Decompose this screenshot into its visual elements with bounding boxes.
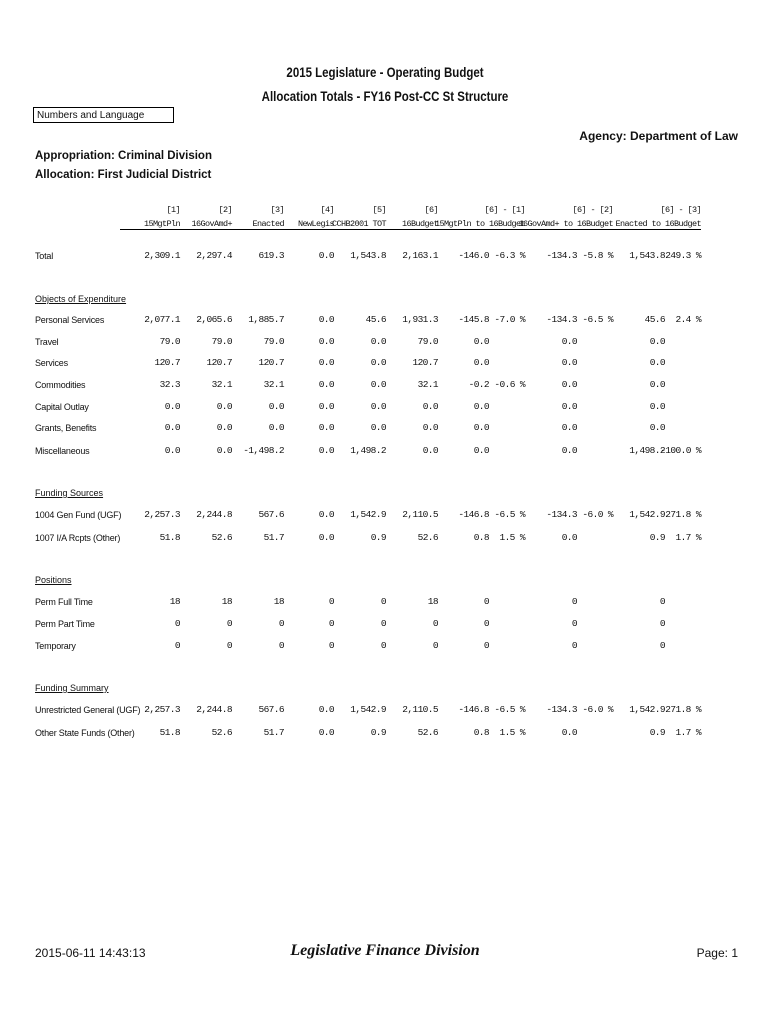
table-cell: 0 <box>380 640 386 651</box>
column-name-header: Enacted <box>224 219 284 230</box>
table-cell: 1,543.8 <box>350 250 386 261</box>
table-cell: 0.0 <box>370 336 386 347</box>
table-cell: 0 <box>174 618 180 629</box>
table-cell: 0.8 <box>473 727 489 738</box>
table-cell: 0.9 <box>649 532 665 543</box>
table-cell: 0.0 <box>164 445 180 456</box>
table-cell: 18 <box>221 596 232 607</box>
table-cell: 0.0 <box>318 509 334 520</box>
table-cell: 0.0 <box>473 357 489 368</box>
table-cell: -145.8 <box>458 314 489 325</box>
table-cell: 2,244.8 <box>196 704 232 715</box>
table-cell: 0.0 <box>649 357 665 368</box>
table-cell: 2,244.8 <box>196 509 232 520</box>
table-cell: 0.0 <box>318 704 334 715</box>
table-cell: -0.2 <box>468 379 489 390</box>
column-number-header: [6] - [2] <box>572 205 613 215</box>
table-cell: 0 <box>659 640 665 651</box>
report-title: 2015 Legislature - Operating Budget <box>286 64 484 80</box>
table-cell: 32.1 <box>263 379 284 390</box>
table-cell: -146.8 <box>458 509 489 520</box>
section-heading: Objects of Expenditure <box>35 294 127 304</box>
table-cell: -146.0 <box>458 250 489 261</box>
table-cell: 0 <box>328 618 334 629</box>
row-label: Temporary <box>35 641 76 651</box>
table-cell: 0 <box>571 640 577 651</box>
table-cell: 18 <box>273 596 284 607</box>
table-cell: 0.0 <box>318 314 334 325</box>
column-name-header: 16GovAmd+ <box>172 219 232 230</box>
table-cell: 0 <box>278 618 284 629</box>
table-cell: 0.0 <box>216 445 232 456</box>
table-cell: 2,297.4 <box>196 250 232 261</box>
table-cell: 52.6 <box>211 727 232 738</box>
table-cell: 567.6 <box>258 704 284 715</box>
table-cell: 79.0 <box>211 336 232 347</box>
table-cell: -6.5 % <box>494 509 525 520</box>
table-cell: 0 <box>571 596 577 607</box>
table-cell: -6.0 % <box>582 704 613 715</box>
table-cell: 2,257.3 <box>144 704 180 715</box>
table-cell: 0 <box>380 618 386 629</box>
table-cell: 18 <box>169 596 180 607</box>
report-subtitle: Allocation Totals - FY16 Post-CC St Structure <box>261 88 509 104</box>
table-cell: 0.0 <box>318 422 334 433</box>
table-cell: 0 <box>659 596 665 607</box>
column-number-header: [1] <box>166 205 180 215</box>
column-number-header: [3] <box>270 205 284 215</box>
table-cell: 0.0 <box>561 379 577 390</box>
table-cell: 0.0 <box>318 532 334 543</box>
row-label: Total <box>35 251 54 261</box>
table-cell: 0.0 <box>649 379 665 390</box>
column-name-header: NewLegis <box>274 219 334 230</box>
table-cell: -7.0 % <box>494 314 525 325</box>
table-cell: 0.0 <box>561 422 577 433</box>
table-cell: -134.3 <box>546 314 577 325</box>
table-cell: 0.0 <box>318 727 334 738</box>
row-label: Perm Full Time <box>35 597 93 607</box>
row-label: Services <box>35 358 68 368</box>
table-cell: 51.7 <box>263 727 284 738</box>
table-cell: 1.5 % <box>499 532 525 543</box>
table-cell: 0.0 <box>370 401 386 412</box>
table-cell: 120.7 <box>154 357 180 368</box>
table-cell: -1,498.2 <box>243 445 284 456</box>
table-cell: 1,543.8 <box>629 250 665 261</box>
footer-page: Page: 1 <box>696 946 738 960</box>
table-cell: 0.0 <box>561 445 577 456</box>
table-cell: 0 <box>432 618 438 629</box>
table-cell: 1,542.9 <box>629 509 665 520</box>
row-label: Capital Outlay <box>35 402 89 412</box>
agency-label: Agency: Department of Law <box>579 129 738 143</box>
table-cell: 0.0 <box>216 401 232 412</box>
table-cell: 0.0 <box>422 445 438 456</box>
table-cell: -6.0 % <box>582 509 613 520</box>
table-cell: 0.8 <box>473 532 489 543</box>
table-cell: 0 <box>226 640 232 651</box>
column-number-header: [2] <box>218 205 232 215</box>
row-label: Other State Funds (Other) <box>35 728 135 738</box>
column-number-header: [6] <box>424 205 438 215</box>
table-cell: 1,542.9 <box>350 704 386 715</box>
table-cell: 0.0 <box>268 422 284 433</box>
table-cell: 1,885.7 <box>248 314 284 325</box>
row-label: Unrestricted General (UGF) <box>35 705 141 715</box>
table-cell: 120.7 <box>258 357 284 368</box>
table-cell: 45.6 <box>365 314 386 325</box>
table-cell: -6.5 % <box>494 704 525 715</box>
table-cell: 1,542.9 <box>629 704 665 715</box>
table-cell: 0.0 <box>649 336 665 347</box>
allocation-label: Allocation: First Judicial District <box>35 169 212 181</box>
table-cell: 52.6 <box>417 727 438 738</box>
table-cell: 0.0 <box>473 445 489 456</box>
table-cell: 120.7 <box>206 357 232 368</box>
table-cell: 0.0 <box>561 336 577 347</box>
row-label: Perm Part Time <box>35 619 95 629</box>
table-cell: 0.9 <box>649 727 665 738</box>
table-cell: 0.0 <box>561 401 577 412</box>
column-number-header: [6] - [1] <box>484 205 525 215</box>
table-cell: 1,498.2 <box>629 445 665 456</box>
table-cell: 32.1 <box>211 379 232 390</box>
table-cell: 0 <box>483 618 489 629</box>
table-cell: 0 <box>174 640 180 651</box>
table-cell: 271.8 % <box>665 509 701 520</box>
column-name-header: 15MgtPln <box>120 219 180 230</box>
table-cell: 0.0 <box>318 379 334 390</box>
numbers-language-box: Numbers and Language <box>33 107 174 123</box>
table-cell: 2,110.5 <box>402 704 438 715</box>
table-cell: 0.0 <box>649 422 665 433</box>
footer-brand: Legislative Finance Division <box>290 942 480 959</box>
table-cell: 0.9 <box>370 532 386 543</box>
table-cell: 0.0 <box>649 401 665 412</box>
table-cell: 0.0 <box>164 422 180 433</box>
table-cell: 271.8 % <box>665 704 701 715</box>
table-cell: 0.0 <box>164 401 180 412</box>
footer-timestamp: 2015-06-11 14:43:13 <box>35 946 146 960</box>
table-cell: 0.0 <box>370 379 386 390</box>
table-cell: 249.3 % <box>665 250 701 261</box>
table-cell: 1.5 % <box>499 727 525 738</box>
table-cell: 0.9 <box>370 727 386 738</box>
table-cell: 0.0 <box>422 401 438 412</box>
table-cell: 120.7 <box>412 357 438 368</box>
row-label: Grants, Benefits <box>35 423 97 433</box>
table-cell: 79.0 <box>159 336 180 347</box>
table-cell: 0.0 <box>561 532 577 543</box>
table-cell: 32.1 <box>417 379 438 390</box>
table-cell: 1,931.3 <box>402 314 438 325</box>
table-cell: 2,163.1 <box>402 250 438 261</box>
table-cell: 0 <box>328 596 334 607</box>
table-cell: 0.0 <box>370 357 386 368</box>
row-label: Personal Services <box>35 315 105 325</box>
table-cell: 0 <box>380 596 386 607</box>
section-heading: Positions <box>35 575 72 585</box>
row-label: 1007 I/A Rcpts (Other) <box>35 533 121 543</box>
table-cell: 0.0 <box>370 422 386 433</box>
table-cell: -134.3 <box>546 250 577 261</box>
row-label: 1004 Gen Fund (UGF) <box>35 510 122 520</box>
table-cell: 2,077.1 <box>144 314 180 325</box>
table-cell: 79.0 <box>417 336 438 347</box>
section-heading: Funding Summary <box>35 683 109 693</box>
table-cell: 0.0 <box>318 336 334 347</box>
column-name-header: CCHB2001 TOT <box>316 219 386 230</box>
column-name-header: 16GovAmd+ to 16Budget <box>513 219 613 230</box>
table-cell: 0.0 <box>216 422 232 433</box>
table-cell: 1,542.9 <box>350 509 386 520</box>
table-cell: 32.3 <box>159 379 180 390</box>
table-cell: 2,257.3 <box>144 509 180 520</box>
column-number-header: [4] <box>320 205 334 215</box>
appropriation-label: Appropriation: Criminal Division <box>35 150 212 162</box>
table-cell: 18 <box>427 596 438 607</box>
table-cell: 0 <box>278 640 284 651</box>
table-cell: 0.0 <box>561 357 577 368</box>
table-cell: 0.0 <box>318 401 334 412</box>
table-cell: 0.0 <box>473 422 489 433</box>
table-cell: 51.8 <box>159 532 180 543</box>
table-cell: 1.7 % <box>675 727 701 738</box>
table-cell: 0.0 <box>422 422 438 433</box>
table-cell: 51.7 <box>263 532 284 543</box>
table-cell: 0.0 <box>473 336 489 347</box>
section-heading: Funding Sources <box>35 488 104 498</box>
column-number-header: [6] - [3] <box>660 205 701 215</box>
table-cell: 0 <box>328 640 334 651</box>
table-cell: 0.0 <box>561 727 577 738</box>
table-cell: 619.3 <box>258 250 284 261</box>
table-cell: 567.6 <box>258 509 284 520</box>
column-name-header: 16Budget <box>378 219 438 230</box>
table-cell: -100.0 % <box>660 445 701 456</box>
table-cell: 0.0 <box>318 250 334 261</box>
table-cell: 0 <box>432 640 438 651</box>
table-cell: -6.5 % <box>582 314 613 325</box>
table-cell: 79.0 <box>263 336 284 347</box>
table-cell: 0 <box>483 596 489 607</box>
table-cell: 52.6 <box>417 532 438 543</box>
table-cell: -134.3 <box>546 509 577 520</box>
column-name-header: Enacted to 16Budget <box>601 219 701 230</box>
row-label: Miscellaneous <box>35 446 90 456</box>
table-cell: -5.8 % <box>582 250 613 261</box>
table-cell: 0.0 <box>318 357 334 368</box>
table-cell: 45.6 <box>644 314 665 325</box>
table-cell: 0.0 <box>473 401 489 412</box>
table-cell: 2,110.5 <box>402 509 438 520</box>
table-cell: 0.0 <box>268 401 284 412</box>
row-label: Travel <box>35 337 59 347</box>
table-cell: -146.8 <box>458 704 489 715</box>
column-name-header: 15MgtPln to 16Budget <box>425 219 525 230</box>
table-cell: 2,309.1 <box>144 250 180 261</box>
table-cell: -6.3 % <box>494 250 525 261</box>
column-number-header: [5] <box>372 205 386 215</box>
table-cell: 0.0 <box>318 445 334 456</box>
table-cell: 2.4 % <box>675 314 701 325</box>
table-cell: 0 <box>483 640 489 651</box>
table-cell: 0 <box>226 618 232 629</box>
table-cell: 1,498.2 <box>350 445 386 456</box>
table-cell: 1.7 % <box>675 532 701 543</box>
table-cell: 52.6 <box>211 532 232 543</box>
table-cell: 0 <box>659 618 665 629</box>
table-cell: 51.8 <box>159 727 180 738</box>
table-cell: -0.6 % <box>494 379 525 390</box>
table-cell: 2,065.6 <box>196 314 232 325</box>
table-cell: -134.3 <box>546 704 577 715</box>
row-label: Commodities <box>35 380 86 390</box>
table-cell: 0 <box>571 618 577 629</box>
